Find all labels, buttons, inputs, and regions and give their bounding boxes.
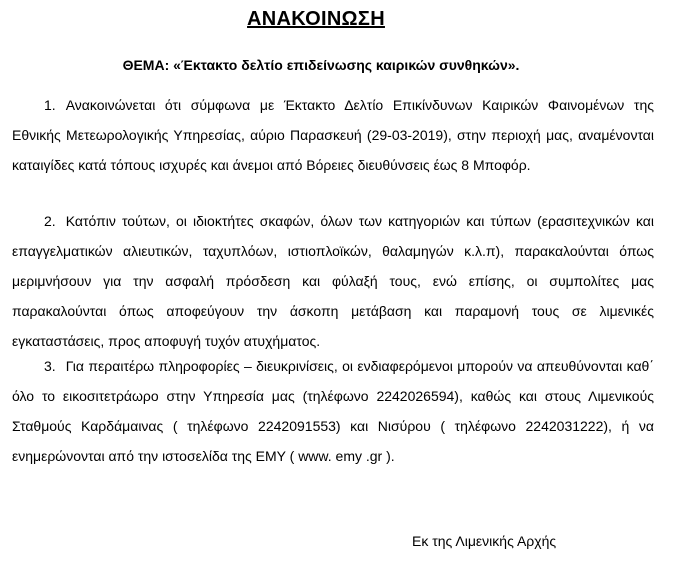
- paragraph-1-text: Ανακοινώνεται ότι σύμφωνα με Έκτακτο Δελτίο Επικίνδυνων Καιρικών Φαινομένων της Εθνικής Μετεωρολογικής Υπηρεσίας, αύριο Παρασκευή (29-03-2019), στην περιοχή μας, αναμένονται καταιγίδες κατά τόπους ισχυρές και άνεμοι από Βόρειες διευθύνσεις έως 8 Μποφόρ.: [12, 97, 654, 173]
- paragraph-2-text: Κατόπιν τούτων, οι ιδιοκτήτες σκαφών, όλων των κατηγοριών και τύπων (ερασιτεχνικών και επαγγελματικών αλιευτικών, ταχυπλόων, ιστιοπλοϊκών, θαλαμηγών κ.λ.π), παρακαλούνται όπως μεριμνήσουν για την ασφαλή πρόσδεση και φύλαξή τους, ενώ επίσης, οι συμπολίτες μας παρακαλούνται όπως αποφεύγουν την άσκοπη μετάβαση και παραμονή τους σε λιμενικές εγκαταστάσεις, προς αποφυγή τυχόν ατυχήματος.: [12, 213, 654, 349]
- signature: Εκ της Λιμενικής Αρχής: [412, 533, 557, 549]
- paragraph-2: [12, 206, 654, 356]
- paragraph-3-text: Για περαιτέρω πληροφορίες – διευκρινίσεις, οι ενδιαφερόμενοι μπορούν να απευθύνονται καθ΄ όλο το εικοσιτετράωρο στην Υπηρεσία μας (τηλέφωνο 2242026594), καθώς και στους Λιμενικούς Σταθμούς Καρδάμαινας ( τηλέφωνο 2242091553) και Νισύρου ( τηλέφωνο 2242031222), ή να ενημερώνονται από την ιστοσελίδα της ΕΜΥ ( www. emy .gr ).: [12, 358, 654, 464]
- paragraph-3-number: 3.: [44, 358, 56, 374]
- document-subject: ΘΕΜΑ: «Έκτακτο δελτίο επιδείνωσης καιρικών συνθηκών».: [122, 57, 520, 73]
- paragraph-2-number: 2.: [44, 213, 56, 229]
- paragraph-1: [12, 90, 654, 180]
- document-title: ΑΝΑΚΟΙΝΩΣΗ: [247, 8, 385, 30]
- paragraph-1-number: 1.: [44, 97, 56, 113]
- paragraph-3: [12, 351, 654, 471]
